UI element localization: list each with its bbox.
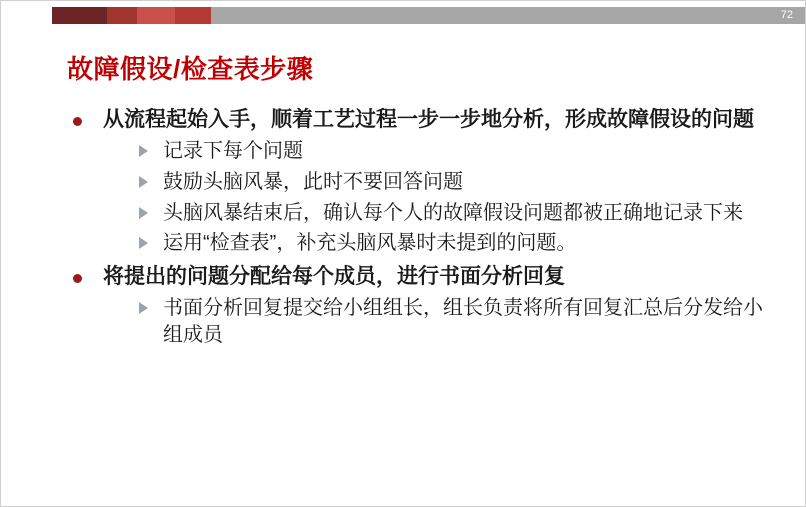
list-item xyxy=(67,106,765,257)
top-bar-segment-red xyxy=(175,7,211,24)
list-item-label: 书面分析回复提交给小组组长，组长负责将所有回复汇总后分发给小组成员 xyxy=(163,297,763,346)
list-item-label: 头脑风暴结束后，确认每个人的故障假设问题都被正确地记录下来 xyxy=(163,201,743,224)
list-item-label: 记录下每个问题 xyxy=(163,139,303,162)
list-item xyxy=(67,263,765,349)
disc-bullet-icon xyxy=(73,274,82,283)
arrow-bullet-icon xyxy=(139,176,148,188)
bullet-list-level2 xyxy=(103,138,765,257)
list-item xyxy=(137,138,765,165)
page-number: 72 xyxy=(780,9,793,21)
list-item xyxy=(137,169,765,196)
list-item xyxy=(137,200,765,227)
list-item-label: 从流程起始入手，顺着工艺过程一步一步地分析，形成故障假设的问题 xyxy=(103,108,754,131)
list-item xyxy=(137,230,765,257)
arrow-bullet-icon xyxy=(139,302,148,314)
list-item-label: 运用“检查表”，补充头脑风暴时未提到的问题。 xyxy=(163,232,577,255)
list-item xyxy=(137,295,765,349)
arrow-bullet-icon xyxy=(139,145,148,157)
arrow-bullet-icon xyxy=(139,207,148,219)
page-title: 故障假设/检查表步骤 xyxy=(67,54,314,84)
top-bar-segment-grey xyxy=(211,7,805,24)
arrow-bullet-icon xyxy=(139,237,148,249)
slide-body xyxy=(67,106,765,355)
list-item-label: 将提出的问题分配给每个成员，进行书面分析回复 xyxy=(103,265,565,289)
bullet-list-level1 xyxy=(67,106,765,349)
top-bar-segment-mid xyxy=(107,7,137,24)
bullet-list-level2 xyxy=(103,295,765,349)
top-bar-segment-light xyxy=(137,7,175,24)
top-bar-segment-dark xyxy=(52,7,107,24)
decorative-top-bar xyxy=(52,7,805,24)
list-item-label: 鼓励头脑风暴，此时不要回答问题 xyxy=(163,170,463,193)
disc-bullet-icon xyxy=(73,117,82,126)
